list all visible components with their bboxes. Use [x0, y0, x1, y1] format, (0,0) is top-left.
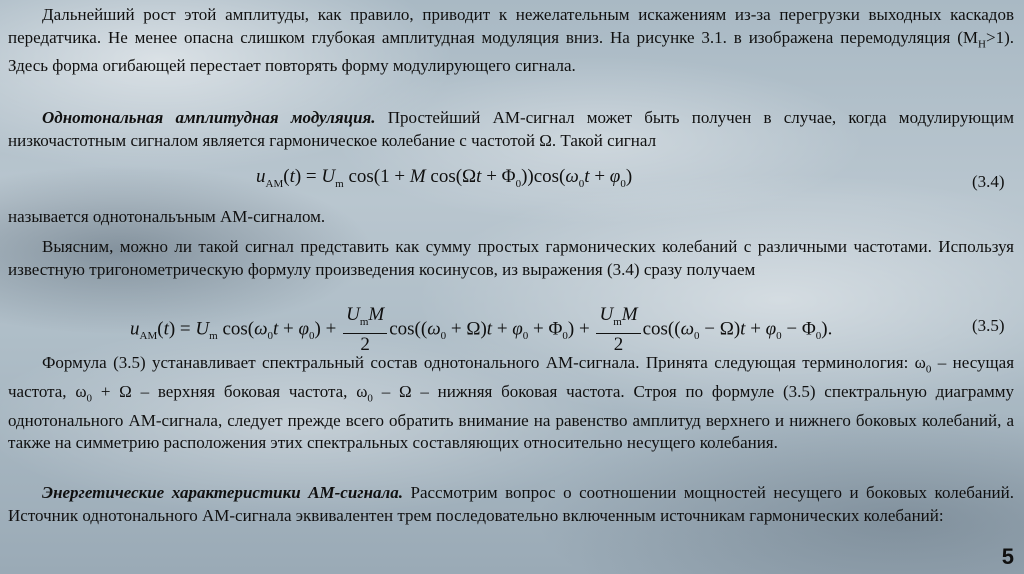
- paragraph-text: Дальнейший рост этой амплитуды, как правило, приводит к нежелательным искажениям из-за перегрузки выходных каскадов передатчика. Не менее опасна слишком глубокая амплитудная модуляция вниз. На рисунке 3.1. в изображена перемодуляция (M: [8, 5, 1014, 47]
- formula-3-5: $u_{AM}(t) = U_m$ $\cos(\omega_0t + \varphi_0)$ + $\frac{U_mM}{2}$ $\cos((\omega_0 + \Omega)t + \varphi_0 + \Phi_0)$ + $\frac{U_mM}{2}$ $\cos((\omega_0 - \Omega)t + \varphi_0 - \Phi_0)$.: [130, 304, 833, 355]
- paragraph-text: Формула (3.5) устанавливает спектральный состав однотонального АМ-сигнала. Принята следующая терминология: ω: [42, 353, 926, 372]
- paragraph-expansion: [8, 236, 1014, 281]
- equation-number: (3.4): [972, 172, 1005, 191]
- paragraph-text: Простейший АМ-сигнал может быть получен в случае, когда модулирующим низкочастотным сигналом является гармоническое колебание с частотой Ω. Такой сигнал: [8, 108, 1014, 150]
- paragraph-text: – несущая частота, ω: [8, 353, 1015, 401]
- paragraph-text: – Ω – нижняя боковая частота. Строя по формуле (3.5) спектральную диаграмму однотонального АМ-сигнала, следует прежде всего обратить внимание на равенство амплитуд верхнего и нижнего боковых колебаний, а также на симметрию расположения этих спектральных составляющих относительно несущего колебания.: [8, 381, 1014, 453]
- section-heading: Однотональная амплитудная модуляция.: [42, 108, 376, 127]
- subscript: 0: [367, 392, 373, 405]
- equation-number: (3.5): [972, 316, 1005, 335]
- paragraph-overmodulation: [8, 4, 1014, 78]
- paragraph-spectrum: [8, 352, 1014, 455]
- subscript: 0: [86, 392, 93, 405]
- paragraph-called: [8, 206, 1014, 229]
- paragraph-text: Рассмотрим вопрос о соотношении мощностей несущего и боковых колебаний. Источник однотонального АМ-сигнала эквивалентен трем последовательно включенным источникам гармонических колебаний:: [8, 483, 1014, 525]
- subscript: H: [978, 37, 986, 50]
- page-number: 5: [1001, 544, 1014, 569]
- paragraph-text: + Ω – верхняя боковая частота, ω: [92, 381, 368, 401]
- paragraph-text: Выясним, можно ли такой сигнал представить как сумму простых гармонических колебаний с различными частотами. Используя известную тригонометрическую формулу произведения косинусов, из выражения (3.4) сразу получаем: [8, 237, 1014, 279]
- paragraph-text: >1). Здесь форма огибающей перестает повторять форму модулирующего сигнала.: [8, 27, 1014, 76]
- paragraph-text: называется однотональъным АМ-сигналом.: [8, 207, 326, 226]
- formula-3-4: $u_{AM}(t) = U_m$ cos(1 + M $\cos(\Omega t + \Phi_0))\cos(\omega_0t + \varphi_0)$: [256, 166, 633, 190]
- paragraph-energy: [8, 482, 1014, 527]
- section-heading: Энергетические характеристики АМ-сигнала.: [42, 483, 403, 502]
- paragraph-single-tone: [8, 107, 1014, 152]
- subscript: 0: [925, 363, 932, 376]
